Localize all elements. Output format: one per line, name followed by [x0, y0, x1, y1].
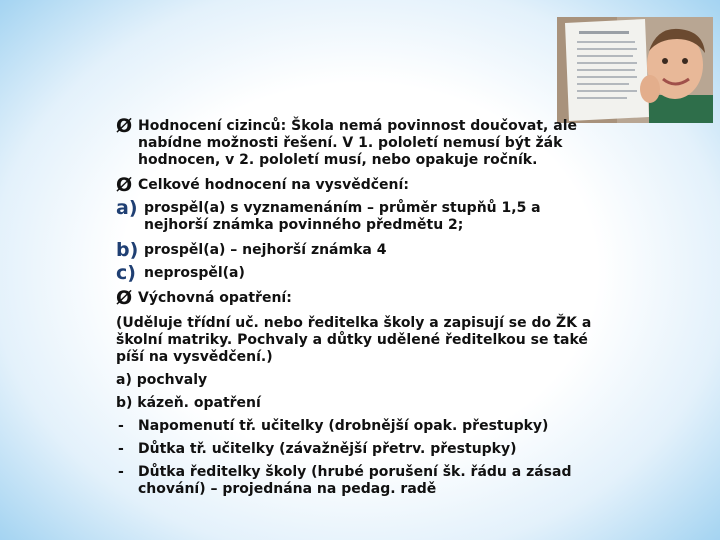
arrow-bullet-icon: Ø	[116, 287, 133, 309]
item-line: prospěl(a) s vyznamenáním – průměr stupňů 1,5 a	[144, 200, 541, 216]
photo-icon	[557, 17, 713, 123]
list-item-napomenuti	[116, 418, 616, 435]
item-line: chování) – projednána na pedag. radě	[138, 481, 437, 497]
boy-with-report-card-photo	[557, 17, 713, 123]
letter-marker: b)	[116, 239, 139, 261]
item-line: neprospěl(a)	[144, 265, 245, 281]
item-line: Napomenutí tř. učitelky (drobnější opak. přestupky)	[138, 418, 549, 434]
arrow-bullet-icon: Ø	[116, 174, 133, 196]
item-line: Celkové hodnocení na vysvědčení:	[138, 177, 409, 193]
item-line: Hodnocení cizinců: Škola nemá povinnost doučovat, ale	[138, 118, 577, 134]
list-item-dutka-tr-ucitelky	[116, 441, 616, 458]
item-line: píší na vysvědčení.)	[116, 349, 273, 365]
item-line: hodnocen, v 2. pololetí musí, nebo opakuje ročník.	[138, 152, 538, 168]
list-item-c	[116, 262, 616, 284]
paragraph-kazen	[116, 395, 616, 412]
dash-bullet-icon: -	[118, 418, 124, 434]
item-line: Důtka ředitelky školy (hrubé porušení šk. řádu a zásad	[138, 464, 572, 480]
content-list	[116, 115, 616, 498]
arrow-bullet-icon: Ø	[116, 115, 133, 137]
paragraph-pochvaly	[116, 372, 616, 389]
letter-marker: a)	[116, 197, 138, 219]
item-line: Důtka tř. učitelky (závažnější přetrv. přestupky)	[138, 441, 517, 457]
item-line: nejhorší známka povinného předmětu 2;	[144, 217, 464, 233]
list-item-b	[116, 239, 616, 261]
list-item-a	[116, 197, 616, 234]
list-item-hodnoceni-cizincu	[116, 115, 616, 169]
item-line: a) pochvaly	[116, 372, 208, 388]
item-line: b) kázeň. opatření	[116, 395, 261, 411]
item-line: (Uděluje třídní uč. nebo ředitelka školy a zapisují se do ŽK a	[116, 315, 592, 331]
list-item-celkove-hodnoceni	[116, 174, 616, 196]
item-line: školní matriky. Pochvaly a důtky udělené ředitelkou se také	[116, 332, 588, 348]
item-line: prospěl(a) – nejhorší známka 4	[144, 242, 387, 258]
dash-bullet-icon: -	[118, 441, 124, 457]
item-line: nabídne možnosti řešení. V 1. pololetí nemusí být žák	[138, 135, 563, 151]
letter-marker: c)	[116, 262, 136, 284]
item-line: Výchovná opatření:	[138, 290, 292, 306]
dash-bullet-icon: -	[118, 464, 124, 480]
list-item-vychovna-opatreni	[116, 287, 616, 309]
list-item-dutka-reditelky	[116, 464, 616, 498]
paragraph-udeluje	[116, 315, 616, 366]
